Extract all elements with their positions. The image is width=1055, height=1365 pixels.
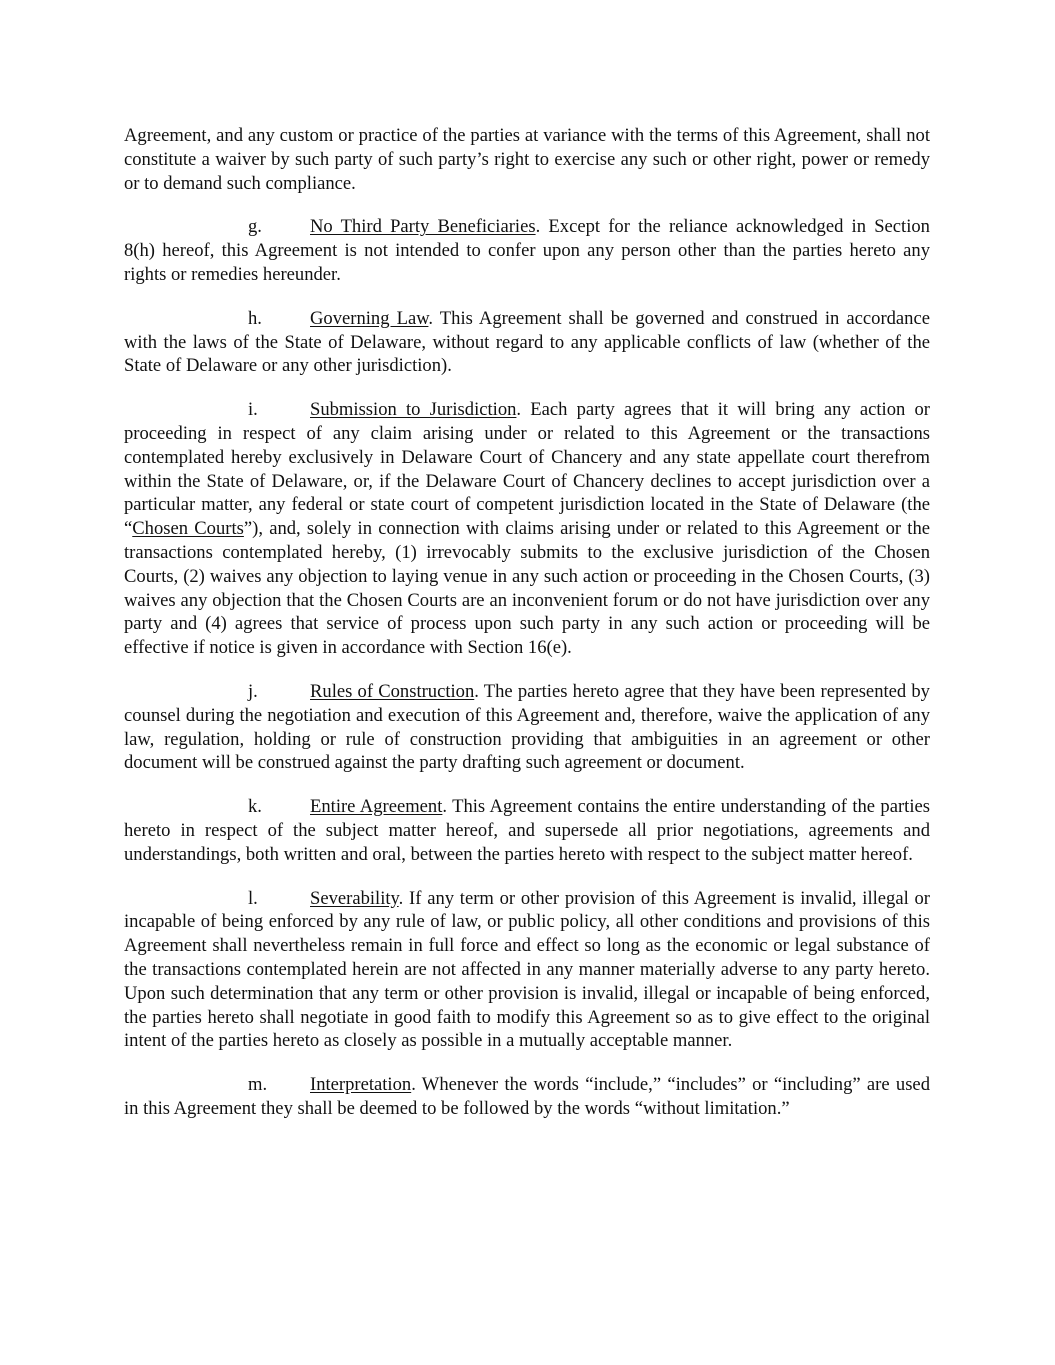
section-body: . The parties hereto agree that they have been represented by counsel during the negotiation and execution of this Agreement and, therefore, waive the application of any law, regulation, holding or rule of construction providing that ambiguities in an agreement or other document will be construed against the party drafting such agreement or document. (124, 680, 930, 774)
section-heading: Submission to Jurisdiction (310, 399, 517, 421)
section-heading: Rules of Construction (310, 680, 475, 702)
section-marker: l. (248, 887, 258, 909)
section-heading: Governing Law (310, 307, 429, 329)
section-body: . Each party agrees that it will bring any action or proceeding in respect of any claim arising under or related to this Agreement or the transactions contemplated hereby exclusively in Delaware Court of Chancery and any state appellate court therefrom within the State of Delaware, or, if the Delaware Court of Chancery declines to accept jurisdiction over a particular matter, any federal or state court of competent jurisdiction located in the State of Delaware (the “ (124, 399, 930, 540)
section-k (124, 795, 930, 866)
document-page (124, 124, 930, 1141)
section-marker: i. (248, 399, 258, 421)
section-body: . If any term or other provision of this Agreement is invalid, illegal or incapable of being enforced by any rule of law, or public policy, all other conditions and provisions of this Agreement shall nevertheless remain in full force and effect so long as the economic or legal substance of the transactions contemplated herein are not affected in any manner materially adverse to any party hereto. Upon such determination that any term or other provision is invalid, illegal or incapable of being enforced, the parties hereto shall negotiate in good faith to modify this Agreement so as to give effect to the original intent of the parties hereto as closely as possible in a mutually acceptable manner. (124, 887, 930, 1052)
section-g (124, 215, 930, 286)
section-marker: g. (248, 216, 262, 238)
section-heading: No Third Party Beneficiaries (310, 216, 536, 238)
section-i (124, 398, 930, 660)
section-l (124, 887, 930, 1054)
section-h (124, 307, 930, 378)
section-body: . Except for the reliance acknowledged in Section 8(h) hereof, this Agreement is not intended to confer upon any person other than the parties hereto any rights or remedies hereunder. (124, 216, 930, 285)
section-marker: k. (248, 796, 262, 818)
paragraph-f-continuation (124, 124, 930, 195)
section-marker: j. (248, 680, 258, 702)
section-body: . This Agreement contains the entire understanding of the parties hereto in respect of the subject matter hereof, and supersede all prior negotiations, agreements and understandings, both written and oral, between the parties hereto with respect to the subject matter hereof. (124, 796, 930, 865)
section-body: . This Agreement shall be governed and construed in accordance with the laws of the State of Delaware, without regard to any applicable conflicts of law (whether of the State of Delaware or any other jurisdiction). (124, 307, 930, 377)
section-marker: m. (248, 1074, 268, 1096)
section-m (124, 1073, 930, 1121)
section-heading: Interpretation (310, 1074, 412, 1096)
section-heading: Entire Agreement (310, 796, 443, 818)
defined-term: Chosen Courts (132, 518, 244, 540)
paragraph-text: Agreement, and any custom or practice of the parties at variance with the terms of this Agreement, shall not constitute a waiver by such party of such party’s right to exercise any such or other right, power or remedy or to demand such compliance. (124, 125, 930, 194)
section-marker: h. (248, 307, 262, 329)
section-body: . Whenever the words “include,” “includes” or “including” are used in this Agreement they shall be deemed to be followed by the words “without limitation.” (124, 1074, 930, 1119)
section-body-continued: ”), and, solely in connection with claims arising under or related to this Agreement or the transactions contemplated hereby, (1) irrevocably submits to the exclusive jurisdiction of the Chosen Courts, (2) waives any objection to laying venue in any such action or proceeding in the Chosen Courts, (3) waives any objection that the Chosen Courts are an inconvenient forum or do not have jurisdiction over any party and (4) agrees that service of process upon such party in any such action or proceeding will be effective if notice is given in accordance with Section 16(e). (124, 518, 930, 659)
section-j (124, 680, 930, 775)
section-heading: Severability (310, 887, 399, 909)
